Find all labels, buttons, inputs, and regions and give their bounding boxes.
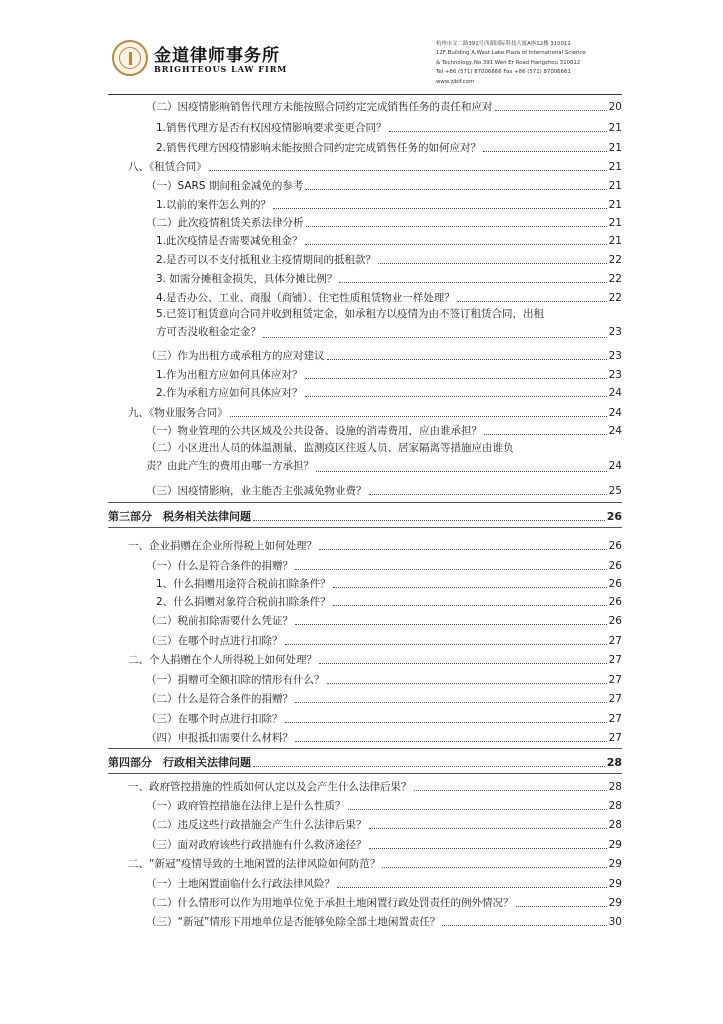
toc-entry-text: 2.是否可以不支付抵租业主疫情期间的抵租款？ [156, 254, 377, 266]
toc-page-number: 21 [608, 235, 622, 247]
toc-entry[interactable] [146, 708, 622, 726]
toc-entry-text: （三）在哪个时点进行扣除？ [146, 713, 283, 725]
toc-page-number: 21 [608, 142, 622, 154]
toc-page-number: 25 [608, 485, 622, 497]
toc-leader-dots [319, 663, 607, 664]
toc-leader-dots [327, 359, 607, 360]
toc-part-heading[interactable] [108, 752, 622, 770]
toc-entry[interactable] [156, 287, 622, 305]
toc-leader-dots [285, 644, 607, 645]
toc-page-number: 26 [606, 510, 622, 523]
toc-leader-dots [306, 226, 607, 227]
toc-entry-text: （一）物业管理的公共区域及公共设备、设施的消毒费用，应由谁承担？ [146, 425, 482, 437]
toc-entry[interactable] [156, 306, 622, 341]
toc-leader-dots [295, 569, 607, 570]
toc-entry-text: （二）什么是符合条件的捐赠？ [146, 693, 293, 705]
toc-entry[interactable] [156, 230, 622, 248]
toc-page-number: 26 [608, 615, 622, 627]
toc-leader-dots [273, 208, 607, 209]
toc-leader-dots [319, 549, 607, 550]
toc-entry-text: 第四部分 行政相关法律问题 [108, 756, 251, 769]
toc-leader-dots [339, 282, 606, 283]
toc-page-number: 26 [608, 596, 622, 608]
toc-leader-dots [483, 151, 607, 152]
toc-page-number: 27 [608, 693, 622, 705]
toc-leader-dots [442, 925, 606, 926]
toc-entry[interactable] [128, 776, 622, 794]
toc-entry[interactable] [156, 268, 622, 286]
toc-entry-text: 责？由此产生的费用由哪一方承担？ [146, 460, 314, 472]
toc-entry-text: 5.已签订租赁意向合同并收到租赁定金，如承租方以疫情为由不签订租赁合同，出租 [156, 308, 545, 320]
toc-entry[interactable] [146, 669, 622, 687]
toc-entry[interactable] [146, 96, 622, 114]
toc-page-number: 28 [608, 819, 622, 831]
toc-page-number: 26 [608, 540, 622, 552]
toc-leader-dots [495, 110, 607, 111]
toc-page-number: 28 [606, 756, 622, 769]
firm-name-english: BRIGHTEOUS LAW FIRM [154, 64, 288, 74]
toc-entry-text: 一、政府管控措施的性质如何认定以及会产生什么法律后果？ [128, 781, 412, 793]
toc-leader-dots [209, 170, 607, 171]
toc-entry-text: 二、“新冠”疫情导致的土地闲置的法律风险如何防范？ [128, 858, 381, 870]
toc-entry-text: （一）政府管控措施在法律上是什么性质？ [146, 800, 346, 812]
toc-entry-text: 2.作为承租方应如何具体应对？ [156, 387, 303, 399]
toc-page-number: 23 [608, 369, 622, 381]
toc-page-number: 29 [608, 878, 622, 890]
toc-entry[interactable] [146, 873, 622, 891]
toc-entry[interactable] [156, 591, 622, 609]
toc-leader-dots [516, 906, 607, 907]
address-line: 12F,Building A,West Lake Plaza of International Science [436, 50, 586, 57]
toc-page-number: 21 [608, 161, 622, 173]
toc-leader-dots [295, 624, 607, 625]
toc-entry[interactable] [146, 911, 622, 929]
toc-page-number: 21 [608, 122, 622, 134]
toc-page-number: 21 [608, 217, 622, 229]
toc-page-number: 29 [608, 839, 622, 851]
toc-leader-dots [327, 683, 607, 684]
toc-page-number: 30 [608, 916, 622, 928]
toc-entry[interactable] [146, 212, 622, 230]
toc-leader-dots [414, 790, 607, 791]
toc-leader-dots [378, 263, 607, 264]
toc-entry-text: 八、《租赁合同》 [128, 161, 207, 173]
toc-leader-dots [230, 416, 607, 417]
toc-page-number: 28 [608, 781, 622, 793]
toc-leader-dots [333, 587, 607, 588]
toc-entry[interactable] [146, 480, 622, 498]
toc-entry[interactable] [128, 402, 622, 420]
address-line: & Technology,No.391 Wen Er Road Hangzhou 310012 [436, 59, 581, 66]
toc-entry[interactable] [146, 610, 622, 628]
toc-page-number: 22 [608, 273, 622, 285]
toc-entry-text: （四）申报抵扣需要什么材料？ [146, 732, 293, 744]
toc-page-number: 29 [608, 858, 622, 870]
toc-entry[interactable] [128, 535, 622, 553]
toc-page-number: 23 [608, 326, 622, 338]
toc-page-number: 29 [608, 897, 622, 909]
law-firm-seal-icon [112, 40, 148, 76]
toc-entry-text: 1.以前的案件怎么判的？ [156, 199, 272, 211]
toc-entry-text: 方可否没收租金定金？ [156, 326, 261, 338]
toc-page-number: 24 [608, 407, 622, 419]
toc-entry[interactable] [146, 892, 622, 910]
toc-entry[interactable] [128, 649, 622, 667]
toc-entry-text: 1.此次疫情是否需要减免租金？ [156, 235, 303, 247]
toc-leader-dots [316, 471, 607, 472]
toc-entry[interactable] [146, 814, 622, 832]
toc-page-number: 23 [608, 350, 622, 362]
address-line: www.zjblf.com [436, 78, 475, 85]
toc-leader-dots [382, 867, 606, 868]
part-divider-bottom [108, 527, 622, 528]
toc-page-number: 22 [608, 254, 622, 266]
toc-entry[interactable] [146, 440, 622, 475]
toc-entry-text: （一）SARS 期间租金减免的参考 [146, 180, 304, 192]
toc-entry-text: （三）“新冠”情形下用地单位是否能够免除全部土地闲置责任？ [146, 916, 441, 928]
toc-leader-dots [253, 520, 605, 521]
page-header [0, 0, 723, 92]
toc-entry-text: 1.作为出租方应如何具体应对？ [156, 369, 303, 381]
toc-part-heading[interactable] [108, 506, 622, 524]
toc-leader-dots [285, 722, 607, 723]
toc-leader-dots [389, 131, 607, 132]
toc-entry[interactable] [146, 795, 622, 813]
toc-leader-dots [305, 189, 606, 190]
toc-entry[interactable] [146, 555, 622, 573]
toc-entry[interactable] [156, 249, 622, 267]
toc-entry-text: 一、企业捐赠在企业所得税上如何处理？ [128, 540, 317, 552]
toc-entry[interactable] [156, 117, 622, 135]
toc-page-number: 24 [608, 387, 622, 399]
toc-entry-text: （一）捐赠可全额扣除的情形有什么？ [146, 674, 325, 686]
toc-entry-text: 九、《物业服务合同》 [128, 407, 228, 419]
toc-entry[interactable] [146, 727, 622, 745]
toc-entry-text: （二）违反这些行政措施会产生什么法律后果？ [146, 819, 367, 831]
toc-page-number: 22 [608, 292, 622, 304]
toc-entry-text: 1、什么捐赠用途符合税前扣除条件？ [156, 578, 331, 590]
toc-entry[interactable] [128, 156, 622, 174]
firm-address-block [436, 40, 636, 87]
header-divider [108, 94, 622, 95]
toc-entry-text: 1.销售代理方是否有权因疫情影响要求变更合同？ [156, 122, 387, 134]
toc-leader-dots [369, 848, 607, 849]
toc-page-number: 24 [608, 460, 622, 472]
toc-leader-dots [305, 396, 607, 397]
toc-leader-dots [484, 434, 607, 435]
toc-entry[interactable] [146, 345, 622, 363]
toc-leader-dots [305, 244, 607, 245]
toc-leader-dots [295, 741, 607, 742]
toc-page-number: 28 [608, 800, 622, 812]
toc-entry[interactable] [156, 382, 622, 400]
toc-entry[interactable] [146, 688, 622, 706]
toc-entry-text: （二）此次疫情租赁关系法律分析 [146, 217, 304, 229]
toc-entry-text: 第三部分 税务相关法律问题 [108, 510, 251, 523]
toc-page-number: 21 [608, 180, 622, 192]
toc-page-number: 24 [608, 425, 622, 437]
toc-page-number: 26 [608, 578, 622, 590]
toc-leader-dots [337, 887, 607, 888]
toc-entry-text: 4.是否办公、工业、商服（商铺）、住宅性质租赁物业一样处理？ [156, 292, 455, 304]
toc-entry-text: （二）税前扣除需要什么凭证？ [146, 615, 293, 627]
address-line: 杭州市文二路391号西湖国际科技大厦A座12楼 310012 [436, 41, 571, 47]
toc-entry[interactable] [146, 420, 622, 438]
toc-leader-dots [253, 766, 605, 767]
part-divider-top [108, 502, 622, 503]
toc-page-number: 27 [608, 674, 622, 686]
part-divider-bottom [108, 773, 622, 774]
toc-page-number: 27 [608, 713, 622, 725]
toc-page-number: 21 [608, 199, 622, 211]
toc-entry[interactable] [156, 194, 622, 212]
toc-entry-text: 2.销售代理方因疫情影响未能按照合同约定完成销售任务的如何应对？ [156, 142, 482, 154]
toc-entry-text: （三）因疫情影响，业主能否主张减免物业费？ [146, 485, 367, 497]
toc-leader-dots [348, 809, 607, 810]
toc-page-number: 20 [608, 101, 622, 113]
toc-entry[interactable] [146, 175, 622, 193]
toc-entry-text: （二）什么情形可以作为用地单位免于承担土地闲置行政处罚责任的例外情况？ [146, 897, 514, 909]
part-divider-top [108, 748, 622, 749]
toc-leader-dots [457, 301, 607, 302]
toc-leader-dots [333, 605, 607, 606]
toc-entry-text: （二）因疫情影响销售代理方未能按照合同约定完成销售任务的责任和应对 [146, 101, 493, 113]
toc-entry-text: 3. 如需分摊租金损失，具体分摊比例？ [156, 273, 338, 285]
toc-leader-dots [263, 337, 607, 338]
toc-entry[interactable] [146, 630, 622, 648]
address-line: Tel +86 (571) 87006666 Fax +86 (571) 87006661 [436, 69, 571, 76]
toc-page-number: 27 [608, 732, 622, 744]
toc-entry-text: 二、个人捐赠在个人所得税上如何处理？ [128, 654, 317, 666]
toc-entry[interactable] [156, 137, 622, 155]
toc-entry-text: （一）什么是符合条件的捐赠？ [146, 560, 293, 572]
toc-entry-text: （一）土地闲置面临什么行政法律风险？ [146, 878, 335, 890]
toc-leader-dots [369, 494, 607, 495]
toc-page-number: 27 [608, 654, 622, 666]
firm-logo [112, 40, 288, 78]
toc-entry-text: （三）作为出租方或承租方的应对建议 [146, 350, 325, 362]
toc-entry-text: 2、什么捐赠对象符合税前扣除条件？ [156, 596, 331, 608]
toc-entry[interactable] [156, 573, 622, 591]
toc-entry[interactable] [146, 834, 622, 852]
toc-leader-dots [295, 702, 607, 703]
toc-page-number: 26 [608, 560, 622, 572]
toc-entry-text: （三）在哪个时点进行扣除？ [146, 635, 283, 647]
toc-entry[interactable] [156, 364, 622, 382]
toc-entry[interactable] [128, 853, 622, 871]
firm-name-chinese: 金道律师事务所 [154, 46, 280, 66]
toc-leader-dots [305, 378, 607, 379]
toc-entry-text: （二）小区进出人员的体温测量、监测疫区往返人员、居家隔离等措施应由谁负 [146, 442, 514, 454]
toc-leader-dots [369, 828, 607, 829]
toc-entry-text: （三）面对政府该些行政措施有什么救济途径？ [146, 839, 367, 851]
toc-page-number: 27 [608, 635, 622, 647]
